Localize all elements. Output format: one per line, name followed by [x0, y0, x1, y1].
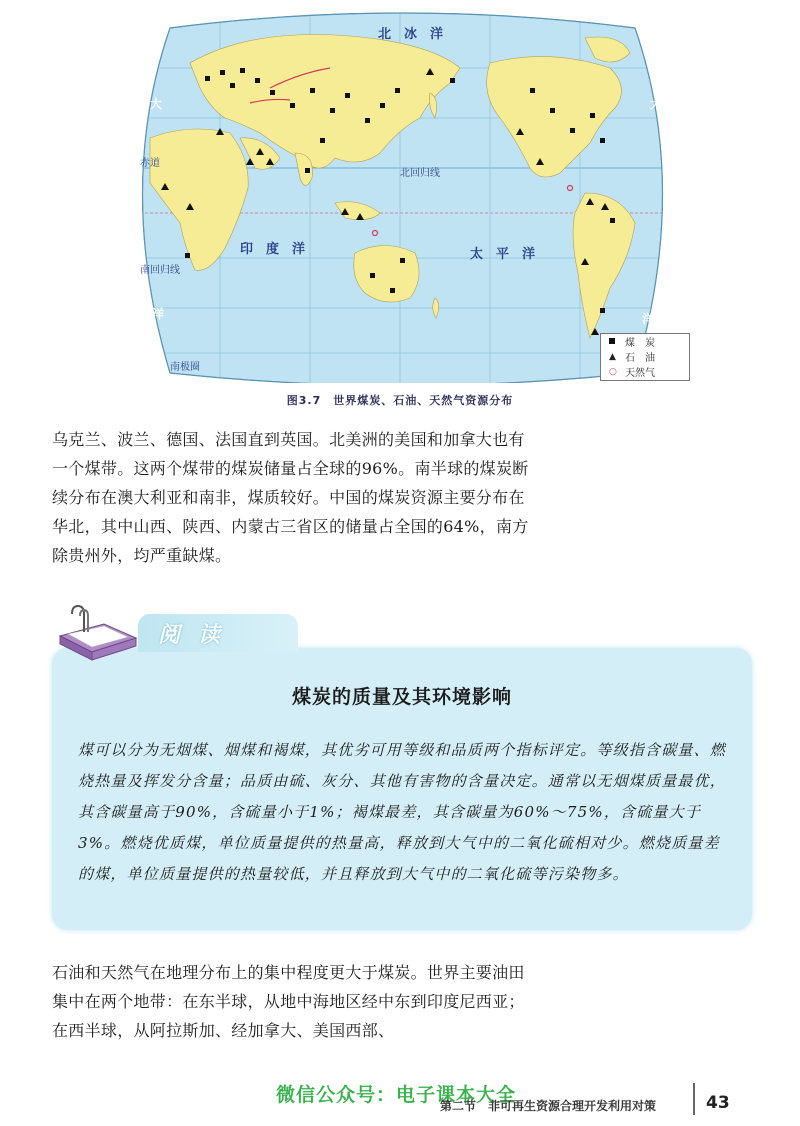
gas-circle-icon: ○: [609, 366, 617, 377]
pacific-ocean-label: 太 平 洋: [470, 247, 536, 262]
ocean-right-bottom-label: 洋: [642, 312, 655, 326]
legend-item-gas: [601, 364, 689, 379]
tropic-north-label: 北回归线: [400, 168, 440, 179]
page-number: 43: [706, 1093, 730, 1113]
legend-label: 天然气: [625, 368, 655, 379]
reading-title: 煤炭的质量及其环境影响: [291, 686, 512, 708]
arctic-ocean-label: 北 冰 洋: [378, 27, 444, 42]
section-title: 第二节 非可再生资源合理开发利用对策: [440, 1099, 657, 1113]
ocean-left-bottom-label: 洋: [152, 307, 165, 321]
legend-label: 煤 炭: [625, 338, 655, 349]
watermark-text: 微信公众号：电子课本大全: [276, 1084, 517, 1106]
indian-ocean-label: 印 度 洋: [240, 242, 306, 257]
footer-divider: [693, 1083, 695, 1115]
map-legend: [600, 333, 690, 381]
coal-square-icon: [609, 337, 625, 347]
antarctic-circle-label: 南极圈: [170, 362, 200, 373]
atlantic-left-label: 大: [150, 97, 163, 111]
notebook-clip-icon: [52, 602, 142, 664]
map-svg: [130, 8, 675, 383]
reading-tab-label: 阅读: [158, 623, 239, 648]
tropic-south-label: 南回归线: [140, 265, 180, 276]
figure-caption: 图3.7 世界煤炭、石油、天然气资源分布: [286, 394, 514, 407]
reading-text: 煤可以分为无烟煤、烟煤和褐煤，其优劣可用等级和品质两个指标评定。等级指含碳量、燃烧热量及挥发分含量；品质由硫、灰分、其他有害物的含量决定。通常以无烟煤质量最优，其含碳量高于90%，含硫量小于1%；褐煤最差，其含碳量为60%～75%，含硫量大于3%。燃烧优质煤，单位质量提供的热量高，释放到大气中的二氧化硫相对少。燃烧质量差的煤，单位质量提供的热量较低，并且释放到大气中的二氧化硫等污染物多。: [78, 741, 727, 883]
body-paragraph-1: 乌克兰、波兰、德国、法国直到英国。北美洲的美国和加拿大也有一个煤带。这两个煤带的煤炭储量占全球的96%。南半球的煤炭断续分布在澳大利亚和南非，煤质较好。中国的煤炭资源主要分布在华北，其中山西、陕西、内蒙古三省区的储量占全国的64%，南方除贵州外，均严重缺煤。: [52, 430, 529, 565]
legend-item-coal: [601, 334, 689, 349]
equator-label: 赤道: [140, 158, 160, 169]
legend-item-oil: [601, 349, 689, 364]
body-paragraph-2: 石油和天然气在地理分布上的集中程度更大于煤炭。世界主要油田集中在两个地带：在东半球，从地中海地区经中东到印度尼西亚；在西半球，从阿拉斯加、经加拿大、美国西部、: [52, 963, 525, 1040]
atlantic-right-label: 大: [650, 97, 663, 111]
world-resource-map: [130, 8, 675, 383]
legend-label: 石 油: [625, 353, 655, 364]
oil-triangle-icon: ▲: [609, 351, 616, 362]
